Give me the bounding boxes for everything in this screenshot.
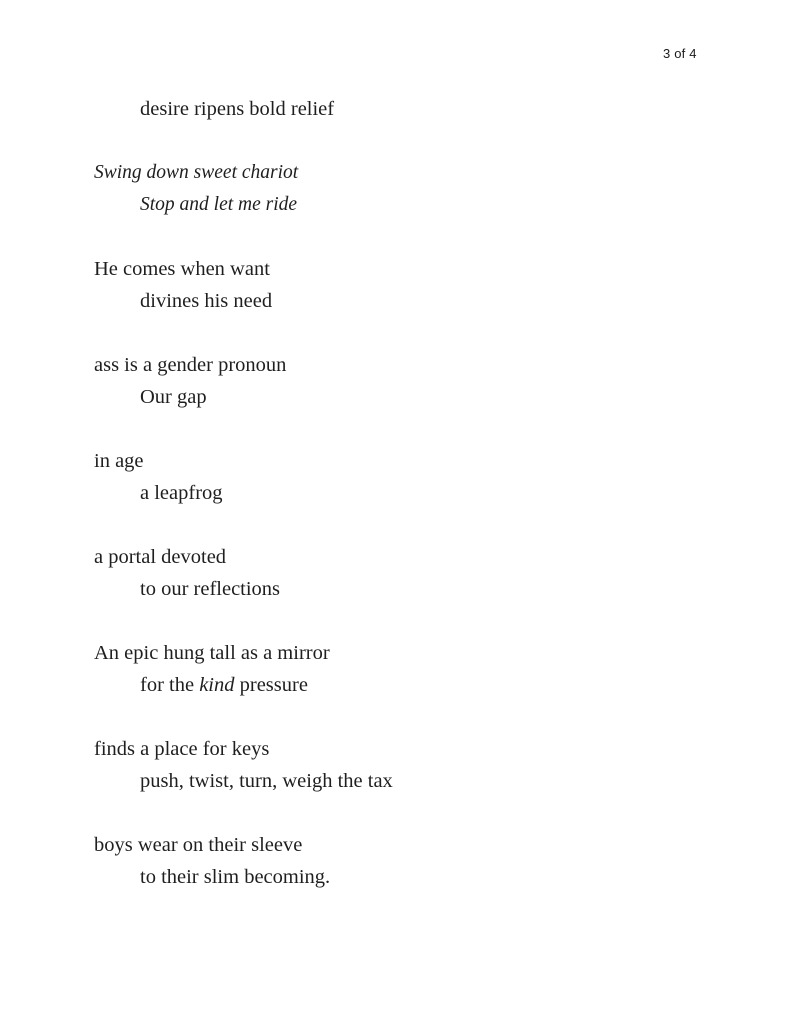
poem-line: ass is a gender pronoun (94, 354, 287, 376)
page-number: 3 of 4 (663, 46, 697, 61)
stanza-break (94, 317, 734, 349)
poem-line: to our reflections (140, 578, 281, 600)
stanza-break (94, 125, 734, 157)
poem-line-italic: Stop and let me ride (140, 194, 298, 215)
text-segment: pressure (234, 674, 308, 696)
stanza-break (94, 797, 734, 829)
poem-line-italic: Swing down sweet chariot (94, 162, 299, 183)
poem-line: a leapfrog (140, 482, 223, 504)
poem-line: An epic hung tall as a mirror (94, 642, 330, 664)
stanza-break (94, 701, 734, 733)
stanza-break (94, 509, 734, 541)
poem-line: desire ripens bold relief (140, 98, 335, 120)
poem-line-mixed (94, 669, 734, 701)
poem-line: He comes when want (94, 258, 270, 280)
stanza-break (94, 413, 734, 445)
poem-line: finds a place for keys (94, 738, 270, 760)
poem-line: boys wear on their sleeve (94, 834, 303, 856)
stanza-break (94, 605, 734, 637)
poem-line: in age (94, 450, 144, 472)
poem-body (94, 93, 734, 893)
poem-line: a portal devoted (94, 546, 227, 568)
poem-line: push, twist, turn, weigh the tax (140, 770, 393, 792)
text-segment: for the (140, 674, 200, 696)
poem-line: to their slim becoming. (140, 866, 331, 888)
stanza-break (94, 221, 734, 253)
poem-line: Our gap (140, 386, 207, 408)
poem-line: divines his need (140, 290, 273, 312)
italic-word: kind (199, 674, 235, 696)
